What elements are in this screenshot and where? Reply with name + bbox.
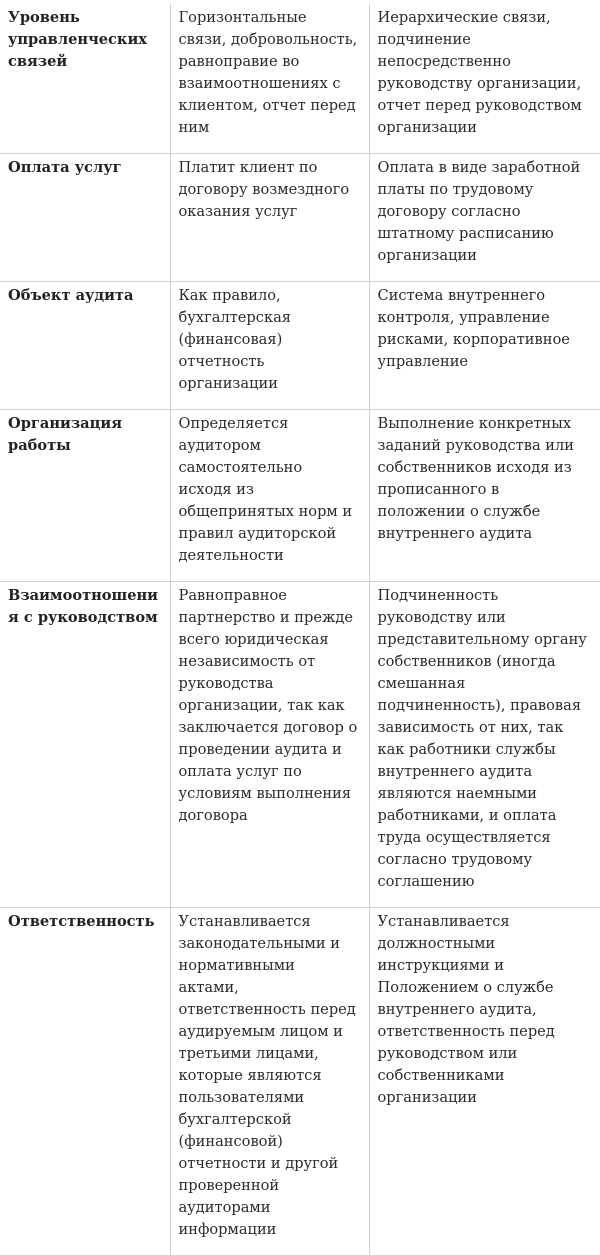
external-audit-cell: Горизонтальные связи, добровольность, равноправие во взаимоотношениях с клиентом, отчет перед ним [170,4,369,154]
table-row [0,282,600,410]
criterion-cell: Ответственность [0,908,170,1256]
external-audit-cell: Устанавливается законодательными и нормативными актами, ответственность перед аудируемым лицом и третьими лицами, которые являются пользователями бухгалтерской (финансовой) отчетности и другой проверенной аудиторами информации [170,908,369,1256]
criterion-cell: Оплата услуг [0,154,170,282]
table-row [0,908,600,1256]
internal-audit-cell: Выполнение конкретных заданий руководства или собственников исходя из прописанного в положении о службе внутреннего аудита [369,410,600,582]
external-audit-cell: Как правило, бухгалтерская (финансовая) отчетность организации [170,282,369,410]
criterion-cell: Уровень управленческих связей [0,4,170,154]
internal-audit-cell: Устанавливается должностными инструкциями и Положением о службе внутреннего аудита, ответственность перед руководством или собственниками организации [369,908,600,1256]
comparison-table [0,4,600,1256]
internal-audit-cell: Подчиненность руководству или представительному органу собственников (иногда смешанная подчиненность), правовая зависимость от них, так как работники службы внутреннего аудита являются наемными работниками, и оплата труда осуществляется согласно трудовому соглашению [369,582,600,908]
criterion-cell: Взаимоотношения с руководством [0,582,170,908]
external-audit-cell: Платит клиент по договору возмездного оказания услуг [170,154,369,282]
table-row [0,410,600,582]
internal-audit-cell: Система внутреннего контроля, управление рисками, корпоративное управление [369,282,600,410]
table-row [0,582,600,908]
external-audit-cell: Равноправное партнерство и прежде всего юридическая независимость от руководства организации, так как заключается договор о проведении аудита и оплата услуг по условиям выполнения договора [170,582,369,908]
internal-audit-cell: Иерархические связи, подчинение непосредственно руководству организации, отчет перед руководством организации [369,4,600,154]
criterion-cell: Организация работы [0,410,170,582]
criterion-cell: Объект аудита [0,282,170,410]
internal-audit-cell: Оплата в виде заработной платы по трудовому договору согласно штатному расписанию организации [369,154,600,282]
external-audit-cell: Определяется аудитором самостоятельно исходя из общепринятых норм и правил аудиторской деятельности [170,410,369,582]
table-row [0,4,600,154]
table-row [0,154,600,282]
